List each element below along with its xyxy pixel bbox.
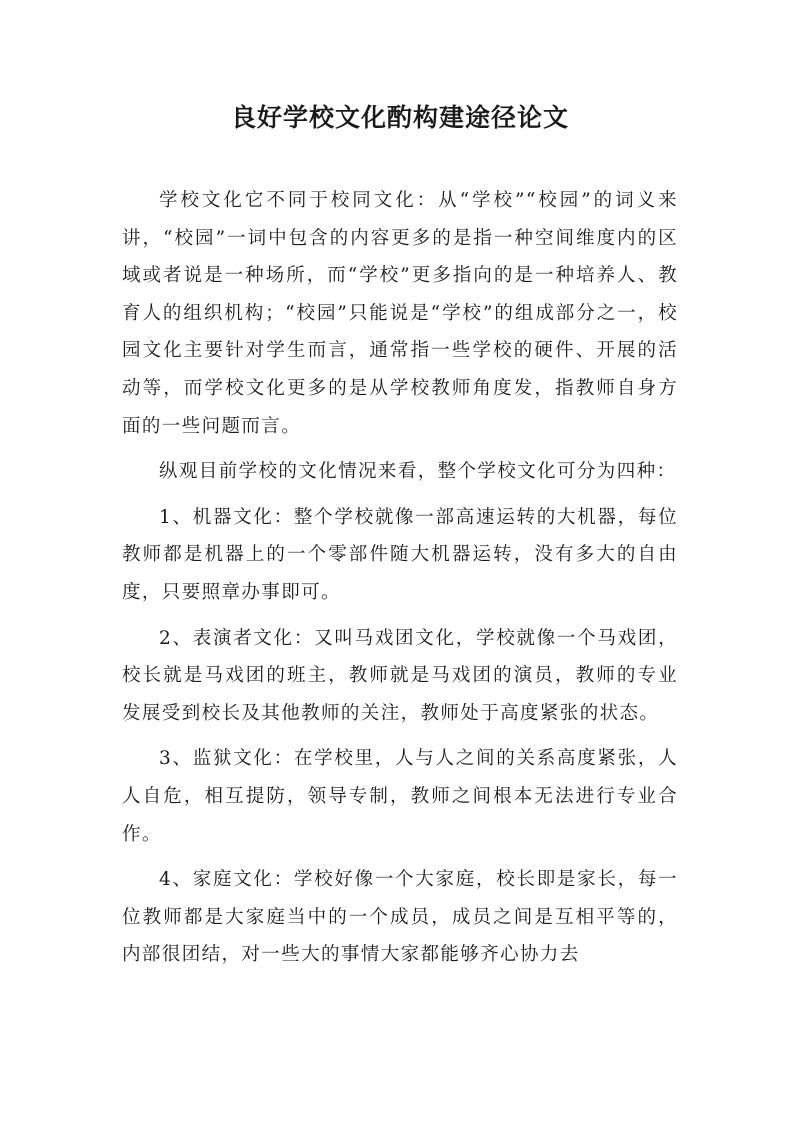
paragraph-family-culture: 4、家庭文化：学校好像一个大家庭，校长即是家长，每一位教师都是大家庭当中的一个成员，成员之间是互相平等的，内部很团结，对一些大的事情大家都能够齐心协力去 [122, 869, 678, 966]
paragraph-prison-culture: 3、监狱文化：在学校里，人与人之间的关系高度紧张，人人自危，相互提防，领导专制，教师之间根本无法进行专业合作。 [122, 748, 678, 845]
paragraph-performer-culture: 2、表演者文化：又叫马戏团文化，学校就像一个马戏团，校长就是马戏团的班主，教师就是马戏团的演员，教师的专业发展受到校长及其他教师的关注，教师处于高度紧张的状态。 [122, 627, 678, 724]
paragraph-overview: 纵观目前学校的文化情况来看，整个学校文化可分为四种： [159, 461, 677, 483]
page-title: 良好学校文化酌构建途径论文 [230, 103, 569, 132]
document-body [122, 182, 678, 982]
paragraph-intro: 学校文化它不同于校同文化：从“学校”“校园”的词义来讲，“校园”一词中包含的内容更多的是指一种空间维度内的区域或者说是一种场所，而“学校”更多指向的是一种培养人、教育人的组织机构；“校园”只能说是“学校”的组成部分之一，校园文化主要针对学生而言，通常指一些学校的硬件、开展的活动等，而学校文化更多的是从学校教师角度发，指教师自身方面的一些问题而言。 [122, 190, 678, 437]
paragraph-machine-culture: 1、机器文化：整个学校就像一部高速运转的大机器，每位教师都是机器上的一个零部件随大机器运转，没有多大的自由度，只要照章办事即可。 [122, 506, 678, 603]
